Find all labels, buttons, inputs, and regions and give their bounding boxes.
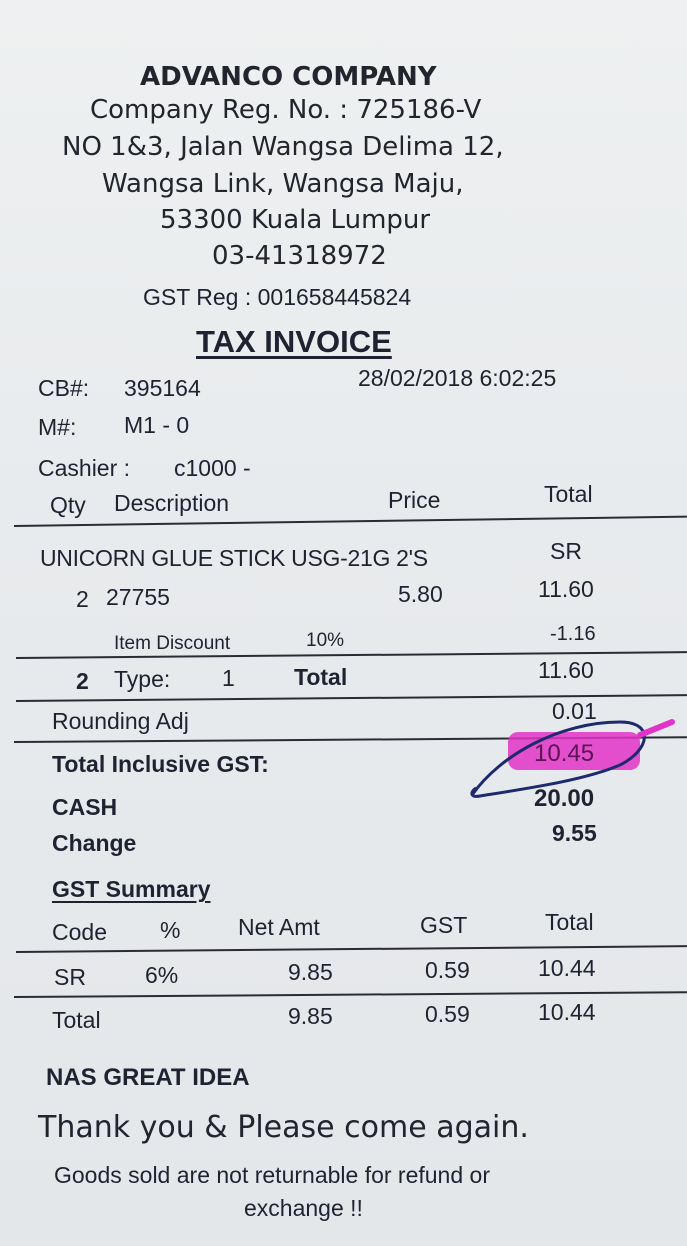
gst-col-pct: % (160, 917, 181, 943)
cash-value: 20.00 (534, 785, 595, 812)
grand-total-value: 10.45 (534, 740, 595, 767)
gst-total-total: 10.44 (538, 999, 596, 1025)
rounding-label: Rounding Adj (52, 708, 189, 734)
col-total: Total (544, 481, 593, 507)
return-policy-line-1: Goods sold are not returnable for refund or (54, 1162, 490, 1188)
summary-total-value: 11.60 (538, 657, 594, 683)
gst-col-gst: GST (420, 912, 468, 938)
cb-label: CB#: (38, 375, 90, 401)
phone-number: 03-41318972 (212, 241, 387, 271)
item-discount-pct: 10% (306, 630, 345, 651)
summary-qty: 2 (76, 668, 89, 694)
gst-row-pct: 6% (145, 962, 179, 988)
gst-col-net: Net Amt (238, 914, 320, 940)
cashier-value: c1000 - (174, 455, 251, 481)
gst-summary-title: GST Summary (52, 876, 211, 902)
item-tax-code: SR (550, 538, 582, 564)
gst-row-gst: 0.59 (425, 957, 470, 983)
item-qty: 2 (76, 586, 89, 612)
gst-total-net: 9.85 (288, 1003, 333, 1029)
datetime: 28/02/2018 6:02:25 (358, 365, 557, 391)
col-description: Description (114, 490, 230, 516)
change-label: Change (52, 830, 137, 856)
cashier-label: Cashier : (38, 455, 131, 481)
item-price: 5.80 (398, 581, 443, 607)
col-qty: Qty (50, 492, 86, 518)
company-name: ADVANCO COMPANY (140, 62, 437, 92)
address-line-2: Wangsa Link, Wangsa Maju, (102, 169, 464, 199)
gst-row-total: 10.44 (538, 955, 596, 981)
gst-col-code: Code (52, 919, 107, 945)
item-code: 27755 (106, 584, 170, 610)
cash-label: CASH (52, 794, 118, 820)
m-value: M1 - 0 (124, 412, 190, 438)
col-price: Price (388, 487, 441, 513)
company-reg: Company Reg. No. : 725186-V (90, 95, 482, 125)
gst-row-net: 9.85 (288, 959, 333, 985)
thank-you: Thank you & Please come again. (38, 1110, 529, 1145)
return-policy-line-2: exchange !! (244, 1195, 363, 1221)
gst-col-total: Total (545, 909, 594, 935)
gst-reg: GST Reg : 001658445824 (143, 284, 412, 310)
gst-row-code: SR (54, 964, 86, 990)
gst-total-label: Total (52, 1007, 101, 1033)
grand-total-label: Total Inclusive GST: (52, 751, 269, 777)
item-total: 11.60 (538, 576, 594, 602)
item-name: UNICORN GLUE STICK USG-21G 2'S (40, 545, 428, 571)
summary-type-label: Type: (114, 666, 171, 692)
item-discount-amount: -1.16 (550, 623, 596, 645)
address-line-1: NO 1&3, Jalan Wangsa Delima 12, (62, 132, 504, 162)
summary-total-label: Total (294, 664, 348, 690)
item-discount-label: Item Discount (114, 633, 231, 654)
store-name: NAS GREAT IDEA (46, 1064, 250, 1091)
summary-type-value: 1 (222, 665, 235, 691)
cb-value: 395164 (124, 375, 201, 401)
change-value: 9.55 (552, 820, 597, 846)
rounding-value: 0.01 (552, 698, 597, 724)
gst-total-gst: 0.59 (425, 1001, 470, 1027)
address-line-3: 53300 Kuala Lumpur (160, 205, 431, 235)
doc-title: TAX INVOICE (196, 324, 392, 359)
m-label: M#: (38, 414, 77, 440)
